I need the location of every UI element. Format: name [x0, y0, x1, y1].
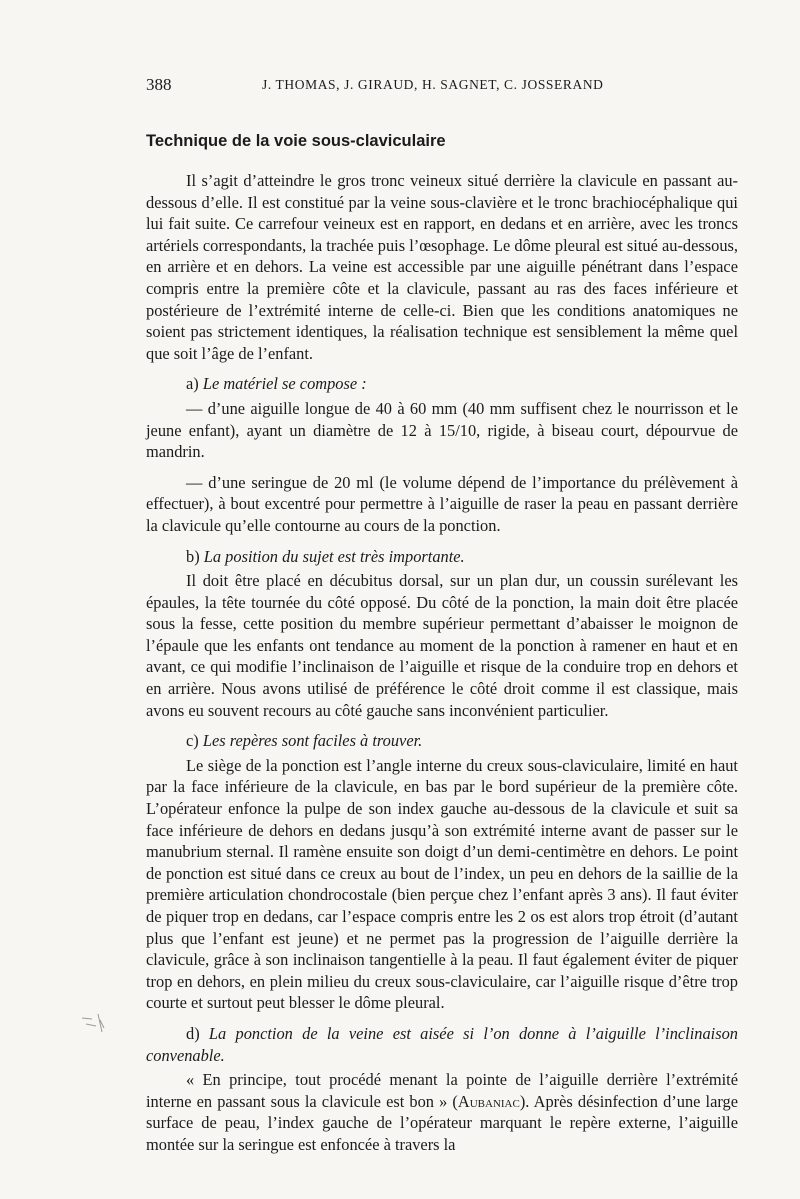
section-d-letter: d): [186, 1023, 200, 1043]
section-a-title: Le matériel se compose :: [202, 374, 367, 394]
section-d-paragraph: [146, 1069, 738, 1155]
section-c-letter: c): [186, 731, 199, 751]
section-a-item-1: — d’une aiguille longue de 40 à 60 mm (40 mm suffisent chez le nourrisson et le jeune enfant), ayant un diamètre de 12 à 15/10, rigide, à biseau court, dépourvue de mandrin.: [146, 398, 738, 462]
section-d-continuation: ). Après désinfection d’une large surface de peau, l’index gauche de l’opérateur marquant le repère externe, l’aiguille montée sur la seringue est enfoncée à travers la: [146, 1091, 739, 1154]
section-c-paragraph: Le siège de la ponction est l’angle interne du creux sous-claviculaire, limité en haut par la face inférieure de la clavicule, en bas par le bord supérieur de la première côte. L’opérateur enfonce la pulpe de son index gauche au-dessous de la clavicule et suit sa face inférieure de dehors en dedans jusqu’à son extrémité interne avant de passer sur le manubrium sternal. Il ramène ensuite son doigt d’un demi-centimètre en dehors. Le point de ponction est situé dans ce creux au bout de l’index, un peu en dehors de la saillie de la première articulation chondrocostale (bien perçue chez l’enfant après 3 ans). Il faut éviter de piquer trop en dedans, car l’espace compris entre les 2 os est alors trop étroit (d’autant plus que l’enfant est jeune) et ne permet pas la progression de l’aiguille derrière la clavicule, grâce à son inclinaison tangentielle à la peau. Il faut également éviter de piquer trop en dehors, en plein milieu du creux sous-claviculaire, car l’aiguille risque d’être trop courte et surtout peut blesser le dôme pleural.: [146, 755, 738, 1013]
section-b-letter: b): [186, 546, 200, 566]
intro-paragraph: Il s’agit d’atteindre le gros tronc veineux situé derrière la clavicule en passant au-dessous d’elle. Il est constitué par la veine sous-clavière et le tronc brachiocéphalique qui lui fait suite. Ce carrefour veineux est en rapport, en dedans et en arrière, avec les troncs artériels correspondants, la trachée puis l’œsophage. Le dôme pleural est situé au-dessous, en arrière et en dehors. La veine est accessible par une aiguille pénétrant dans l’espace compris entre la première côte et la clavicule, passant au ras des faces inférieure et postérieure de l’extrémité interne de celle-ci. Bien que les conditions anatomiques ne soient pas strictement identiques, la réalisation technique est sensiblement la même quel que soit l’âge de l’enfant.: [146, 171, 738, 363]
running-head: J. THOMAS, J. GIRAUD, H. SAGNET, C. JOSSERAND: [262, 77, 604, 92]
section-c-title: Les repères sont faciles à trouver.: [202, 731, 423, 751]
section-b-heading: [146, 546, 738, 568]
section-a-item-2: — d’une seringue de 20 ml (le volume dépend de l’importance du prélèvement à effectuer), à bout excentré pour permettre à l’aiguille de raser la peau en passant derrière la clavicule qu’elle contourne au cours de la ponction.: [146, 472, 738, 535]
body-text: [146, 170, 738, 1156]
section-d-title: La ponction de la veine est aisée si l’on donne à l’aiguille l’inclinaison convenable.: [146, 1023, 738, 1065]
section-d-quote: « En principe, tout procédé menant la pointe de l’aiguille derrière l’extrémité interne en passant sous la clavicule est bon » (: [146, 1070, 738, 1111]
section-title: Technique de la voie sous-claviculaire: [146, 132, 446, 150]
section-b-paragraph: Il doit être placé en décubitus dorsal, sur un plan dur, un coussin surélevant les épaules, la tête tournée du côté opposé. Du côté de la ponction, la main doit être placée sous la fesse, cette position du membre supérieur permettant d’abaisser le moignon de l’épaule que les enfants ont tendance au moment de la ponction à ramener en haut et en avant, ce qui modifie l’inclinaison de l’aiguille et risque de la conduire trop en dehors et en arrière. Nous avons utilisé de préférence le côté droit comme il est classique, mais avons eu souvent recours au côté gauche sans inconvénient particulier.: [146, 571, 738, 720]
page-header: [146, 75, 738, 97]
section-d-heading: [146, 1023, 738, 1066]
page-number: 388: [146, 75, 172, 94]
section-a-letter: a): [186, 374, 199, 394]
section-b-title: La position du sujet est très importante.: [203, 546, 465, 566]
citation-author: Aubaniac: [457, 1091, 520, 1111]
margin-pencil-mark: [80, 1010, 110, 1040]
section-a-heading: [146, 373, 738, 395]
section-c-heading: [146, 730, 738, 752]
